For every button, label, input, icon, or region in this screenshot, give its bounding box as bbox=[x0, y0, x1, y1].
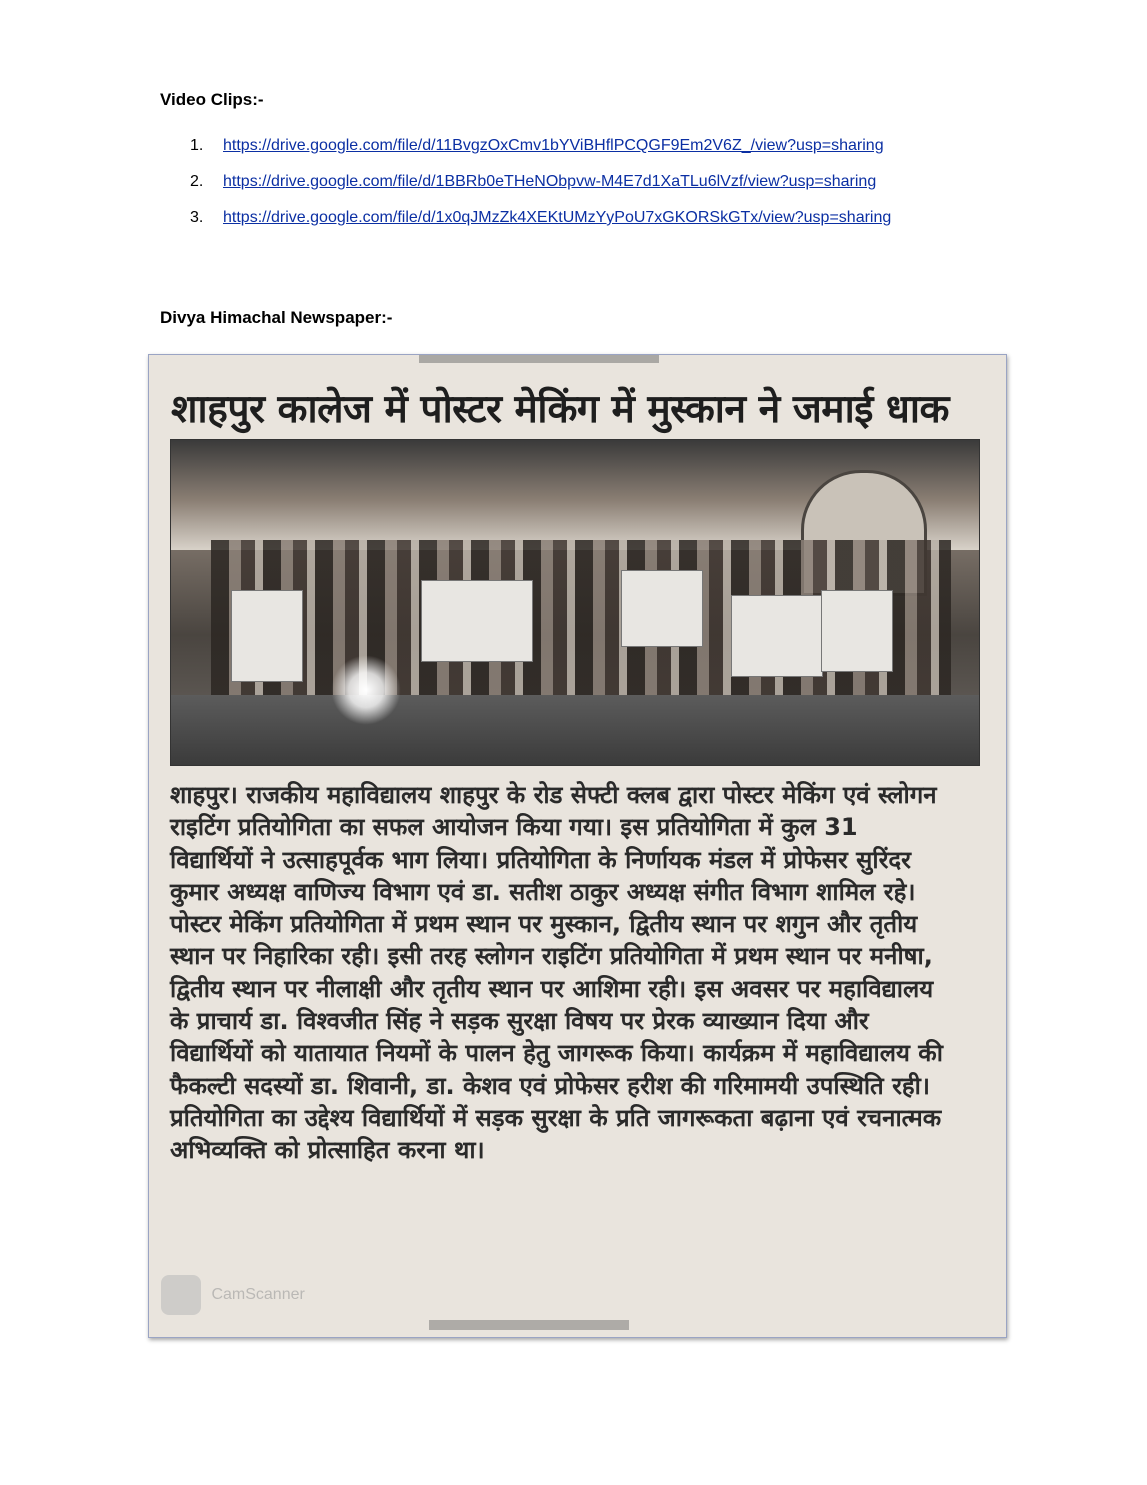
video-links-list bbox=[190, 134, 891, 242]
video-link-3[interactable]: https://drive.google.com/file/d/1x0qJMzZk4XEKtUMzYyPoU7xGKORSkGTx/view?usp=sharing bbox=[223, 209, 892, 226]
photo-poster bbox=[621, 570, 703, 647]
photo-poster bbox=[731, 595, 823, 677]
camscanner-watermark bbox=[161, 1275, 305, 1315]
list-number: 3. bbox=[190, 209, 204, 226]
newspaper-heading: Divya Himachal Newspaper:- bbox=[160, 308, 393, 327]
list-item bbox=[190, 206, 891, 242]
newspaper-clipping bbox=[148, 354, 1007, 1338]
watermark-text: CamScanner bbox=[211, 1286, 305, 1304]
photo-poster bbox=[231, 590, 303, 682]
photo-poster bbox=[421, 580, 533, 662]
newspaper-article-text: शाहपुर। राजकीय महाविद्यालय शाहपुर के रोड सेफ्टी क्लब द्वारा पोस्टर मेकिंग एवं स्लोगन राइटिंग प्रतियोगिता का सफल आयोजन किया गया। इस प्रतियोगिता में कुल 31 विद्यार्थियों ने उत्साहपूर्वक भाग लिया। प्रतियोगिता के निर्णायक मंडल में प्रोफेसर सुरिंदर कुमार अध्यक्ष वाणिज्य विभाग एवं डा. सतीश ठाकुर अध्यक्ष संगीत विभाग शामिल रहे। पोस्टर मेकिंग प्रतियोगिता में प्रथम स्थान पर मुस्कान, द्वितीय स्थान पर शगुन और तृतीय स्थान पर निहारिका रही। इसी तरह स्लोगन राइटिंग प्रतियोगिता में प्रथम स्थान पर मनीषा, द्वितीय स्थान पर नीलाक्षी और तृतीय स्थान पर आशिमा रही। इस अवसर पर महाविद्यालय के प्राचार्य डा. विश्वजीत सिंह ने सड़क सुरक्षा विषय पर प्रेरक व्याख्यान दिया और विद्यार्थियों को यातायात नियमों के पालन हेतु जागरूक किया। कार्यक्रम में महाविद्यालय की फैकल्टी सदस्यों डा. शिवानी, डा. केशव एवं प्रोफेसर हरीश की गरिमामयी उपस्थिति रही। प्रतियोगिता का उद्देश्य विद्यार्थियों में सड़क सुरक्षा के प्रति जागरूकता बढ़ाना एवं रचनात्मक अभिव्यक्ति को प्रोत्साहित करना था। bbox=[170, 781, 943, 1165]
camera-flash bbox=[331, 655, 401, 725]
clipping-edge bbox=[429, 1320, 629, 1330]
newspaper-headline: शाहपुर कालेज में पोस्टर मेकिंग में मुस्कान ने जमाई धाक bbox=[171, 387, 949, 432]
video-link-1[interactable]: https://drive.google.com/file/d/11BvgzOxCmv1bYViBHflPCQGF9Em2V6Z_/view?usp=sharing bbox=[223, 137, 884, 154]
photo-poster bbox=[821, 590, 893, 672]
video-clips-heading: Video Clips:- bbox=[160, 90, 264, 109]
list-item bbox=[190, 134, 891, 170]
video-link-2[interactable]: https://drive.google.com/file/d/1BBRb0eTHeNObpvw-M4E7d1XaTLu6lVzf/view?usp=sharing bbox=[223, 173, 877, 190]
camscanner-logo-icon bbox=[161, 1275, 201, 1315]
list-number: 2. bbox=[190, 173, 204, 190]
list-number: 1. bbox=[190, 137, 204, 154]
clipping-edge bbox=[419, 355, 659, 363]
list-item bbox=[190, 170, 891, 206]
photo-ground bbox=[171, 695, 979, 765]
event-photo bbox=[170, 439, 980, 766]
